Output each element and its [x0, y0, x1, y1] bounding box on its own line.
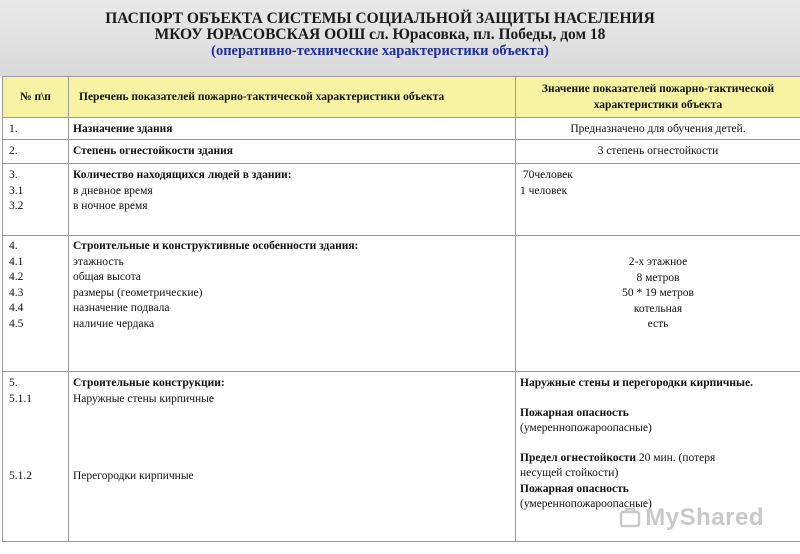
row-value-line: 8 метров — [636, 271, 680, 284]
row-title: Строительные и конструктивные особенности здания: — [73, 240, 359, 252]
row-title: Строительные конструкции: — [73, 377, 225, 389]
row-item: общая высота — [73, 271, 141, 283]
row-value-line: 50 * 19 метров — [622, 287, 694, 299]
row-number-line: 4.4 — [9, 302, 24, 314]
table-row — [3, 236, 800, 372]
table-row — [3, 140, 800, 164]
row-number: 2. — [3, 140, 69, 164]
column-header-values: Значение показателей пожарно-тактической характеристики объекта — [516, 77, 800, 118]
row-number-line: 4.5 — [9, 317, 24, 330]
fire-danger-value: (умереннопожароопасные) — [520, 498, 652, 510]
row-label: Степень огнестойкости здания — [69, 140, 516, 164]
row-number-line: 3. — [9, 169, 18, 181]
row-number-line: 4. — [9, 240, 18, 252]
document-title: ПАСПОРТ ОБЪЕКТА СИСТЕМЫ СОЦИАЛЬНОЙ ЗАЩИТЫ НАСЕЛЕНИЯ — [105, 10, 655, 27]
fire-resistance-label: Предел огнестойкости — [520, 451, 636, 464]
row-number: 1. — [3, 118, 69, 140]
row-value-line: 2-х этажное — [628, 256, 688, 268]
row-value: 3 степень огнестойкости — [516, 140, 800, 164]
row-number-line: 5. — [9, 377, 18, 389]
fire-danger-label: Пожарная опасность — [520, 482, 629, 495]
school-name: МКОУ ЮРАСОВСКАЯ ООШ сл. Юрасовка, пл. Победы, дом 18 — [154, 26, 606, 43]
row-number-line: 4.3 — [9, 286, 24, 299]
fire-resistance-value-cont: несущей стойкости) — [520, 467, 619, 479]
row-item: назначение подвала — [73, 302, 170, 314]
row-number — [3, 236, 69, 372]
watermark — [619, 504, 764, 532]
row-label — [69, 164, 516, 236]
fire-danger-label: Пожарная опасность — [520, 406, 629, 419]
row-value: Предназначено для обучения детей. — [516, 118, 800, 140]
row-label — [69, 372, 516, 542]
row-label — [69, 236, 516, 372]
row-item: размеры (геометрические) — [73, 286, 203, 299]
row-number-line: 4.1 — [9, 255, 24, 268]
column-header-number: № п\п — [3, 77, 69, 118]
fire-danger-value: (умереннопожароопасные) — [520, 422, 652, 434]
row-value-line: котельная — [633, 302, 683, 315]
row-label: Назначение здания — [69, 118, 516, 140]
row-number-line: 3.1 — [9, 184, 24, 197]
characteristics-table — [2, 76, 800, 542]
row-item: Перегородки кирпичные — [73, 470, 194, 482]
row-item: наличие чердака — [73, 317, 155, 330]
watermark-icon — [619, 506, 641, 528]
row-item: Наружные стены кирпичные — [73, 392, 214, 405]
row-item: в дневное время — [73, 184, 153, 197]
row-number-line: 5.1.1 — [9, 392, 32, 405]
row-item: этажность — [73, 255, 124, 268]
row-value — [516, 236, 800, 372]
row-number-line: 3.2 — [9, 200, 24, 212]
fire-resistance-value: 20 мин. (потеря — [635, 451, 716, 464]
document-subtitle: (оперативно-технические характеристики объекта) — [211, 43, 549, 59]
document-header — [0, 0, 800, 76]
row-number-line: 5.1.2 — [9, 470, 32, 482]
row-value-line: есть — [647, 318, 669, 330]
row-value — [516, 164, 800, 236]
row-value-line: 1 человек — [520, 184, 568, 197]
row-value-line: 70человек — [520, 169, 573, 181]
table-row — [3, 118, 800, 140]
watermark-text: MyShared — [645, 504, 764, 531]
table-row — [3, 164, 800, 236]
row-title: Количество находящихся людей в здании: — [73, 169, 292, 181]
table-header-row — [3, 77, 800, 118]
row-number — [3, 372, 69, 542]
column-header-indicators: Перечень показателей пожарно-тактической характеристики объекта — [69, 77, 516, 118]
row-item: в ночное время — [73, 200, 148, 212]
row-number-line: 4.2 — [9, 271, 24, 283]
row-value-title: Наружные стены и перегородки кирпичные. — [520, 377, 753, 389]
row-number — [3, 164, 69, 236]
